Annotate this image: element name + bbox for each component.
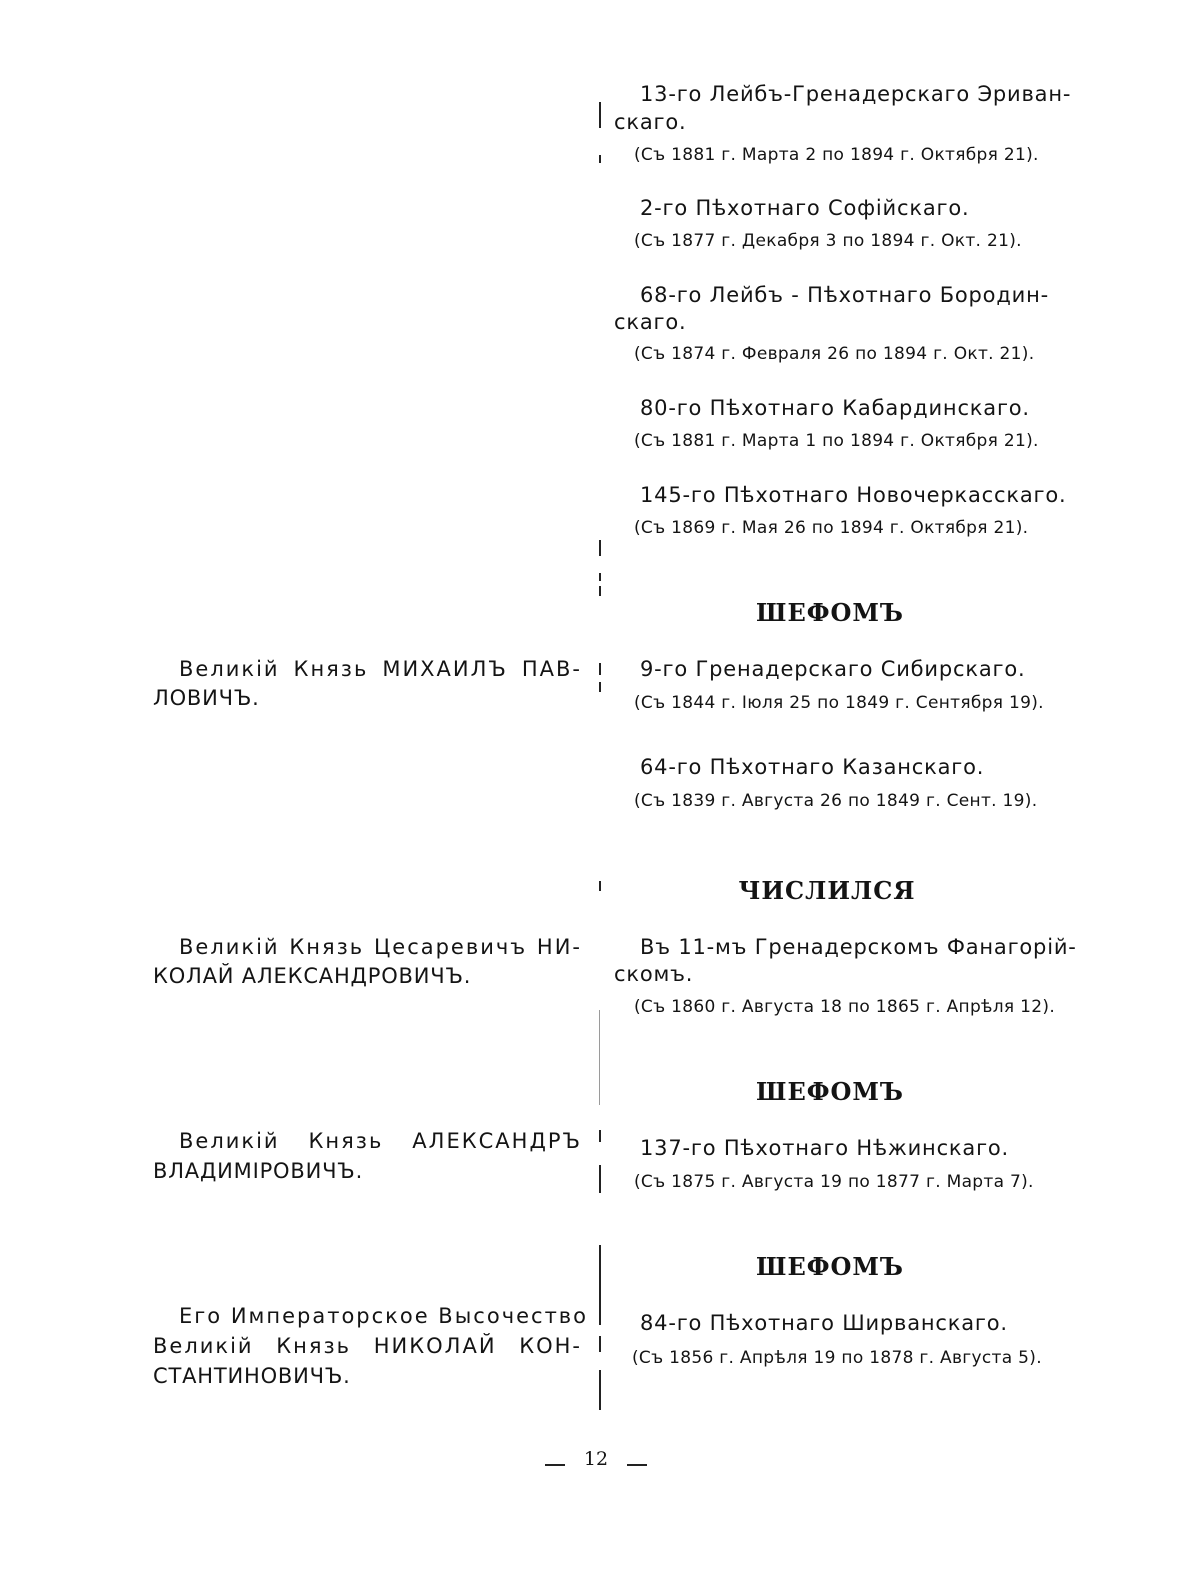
regiment-siberia-dates: (Съ 1844 г. Іюля 25 по 1849 г. Сентября 19).	[634, 693, 1044, 713]
section-heading-shefom: ШЕФОМЪ	[756, 598, 904, 627]
regiment-borodino-dates: (Съ 1874 г. Февраля 26 по 1894 г. Окт. 21).	[634, 344, 1035, 364]
regiment-sofia: 2-го Пѣхотнаго Софійскаго.	[640, 196, 970, 220]
regiment-erivan-line1: 13-го Лейбъ-Гренадерскаго Эриван-	[640, 82, 1072, 106]
regiment-nezhin: 137-го Пѣхотнаго Нѣжинскаго.	[640, 1136, 1010, 1160]
page-number-dash	[627, 1464, 647, 1466]
regiment-borodino-line1: 68-го Лейбъ - Пѣхотнаго Бородин-	[640, 283, 1050, 307]
regiment-erivan-line2: скаго.	[614, 110, 687, 134]
column-divider	[599, 1165, 601, 1193]
regiment-novocherkassk: 145-го Пѣхотнаго Новочеркасскаго.	[640, 483, 1067, 507]
regiment-phanagoria-line2: скомъ.	[614, 962, 694, 986]
column-divider	[599, 1370, 601, 1410]
column-divider	[599, 586, 601, 596]
regiment-siberia: 9-го Гренадерскаго Сибирскаго.	[640, 657, 1026, 681]
person-nikolai-k-line1: Его Императорское Высочество	[179, 1304, 589, 1328]
section-heading-shefom: ШЕФОМЪ	[756, 1252, 904, 1281]
regiment-kazan: 64-го Пѣхотнаго Казанскаго.	[640, 755, 985, 779]
section-heading-shefom: ШЕФОМЪ	[756, 1077, 904, 1106]
person-nikolai-a-line1: Великій Князь Цесаревичъ НИ-	[179, 935, 582, 959]
column-divider	[599, 881, 601, 891]
page-number-dash	[545, 1464, 565, 1466]
regiment-shirvan: 84-го Пѣхотнаго Ширванскаго.	[640, 1311, 1008, 1335]
person-alexander-line1: Великій Князь АЛЕКСАНДРЪ	[179, 1129, 582, 1153]
person-nikolai-k-line2: Великій Князь НИКОЛАЙ КОН-	[153, 1334, 582, 1358]
regiment-kabarda-dates: (Съ 1881 г. Марта 1 по 1894 г. Октября 21).	[634, 431, 1039, 451]
regiment-shirvan-dates: (Съ 1856 г. Апрѣля 19 по 1878 г. Августа 5).	[632, 1348, 1042, 1368]
regiment-kabarda: 80-го Пѣхотнаго Кабардинскаго.	[640, 396, 1030, 420]
person-nikolai-a-line2: КОЛАЙ АЛЕКСАНДРОВИЧЪ.	[153, 964, 472, 988]
column-divider	[599, 682, 601, 692]
column-divider	[599, 155, 601, 163]
column-divider	[599, 1245, 601, 1325]
regiment-nezhin-dates: (Съ 1875 г. Августа 19 по 1877 г. Марта 7).	[634, 1172, 1034, 1192]
regiment-kazan-dates: (Съ 1839 г. Августа 26 по 1849 г. Сент. 19).	[634, 791, 1038, 811]
column-divider	[599, 573, 601, 581]
person-mikhail-line2: ЛОВИЧЪ.	[153, 686, 260, 710]
person-nikolai-k-line3: СТАНТИНОВИЧЪ.	[153, 1364, 351, 1388]
column-divider	[599, 663, 601, 675]
regiment-novocherkassk-dates: (Съ 1869 г. Мая 26 по 1894 г. Октября 21).	[634, 518, 1029, 538]
column-divider	[599, 1130, 601, 1142]
person-mikhail-line1: Великій Князь МИХАИЛЪ ПАВ-	[179, 657, 582, 681]
regiment-phanagoria-dates: (Съ 1860 г. Августа 18 по 1865 г. Апрѣля 12).	[634, 997, 1056, 1017]
section-heading-chislilsya: ЧИСЛИЛСЯ	[738, 876, 916, 905]
regiment-phanagoria-line1: Въ 11-мъ Гренадерскомъ Фанагорій-	[640, 935, 1077, 959]
column-divider	[599, 1010, 600, 1105]
regiment-erivan-dates: (Съ 1881 г. Марта 2 по 1894 г. Октября 21).	[634, 145, 1039, 165]
person-alexander-line2: ВЛАДИМІРОВИЧЪ.	[153, 1159, 364, 1183]
regiment-sofia-dates: (Съ 1877 г. Декабря 3 по 1894 г. Окт. 21).	[634, 231, 1022, 251]
column-divider	[599, 1336, 601, 1352]
regiment-borodino-line2: скаго.	[614, 310, 687, 334]
column-divider	[599, 540, 601, 556]
page-number: 12	[583, 1448, 609, 1470]
column-divider	[599, 102, 601, 128]
